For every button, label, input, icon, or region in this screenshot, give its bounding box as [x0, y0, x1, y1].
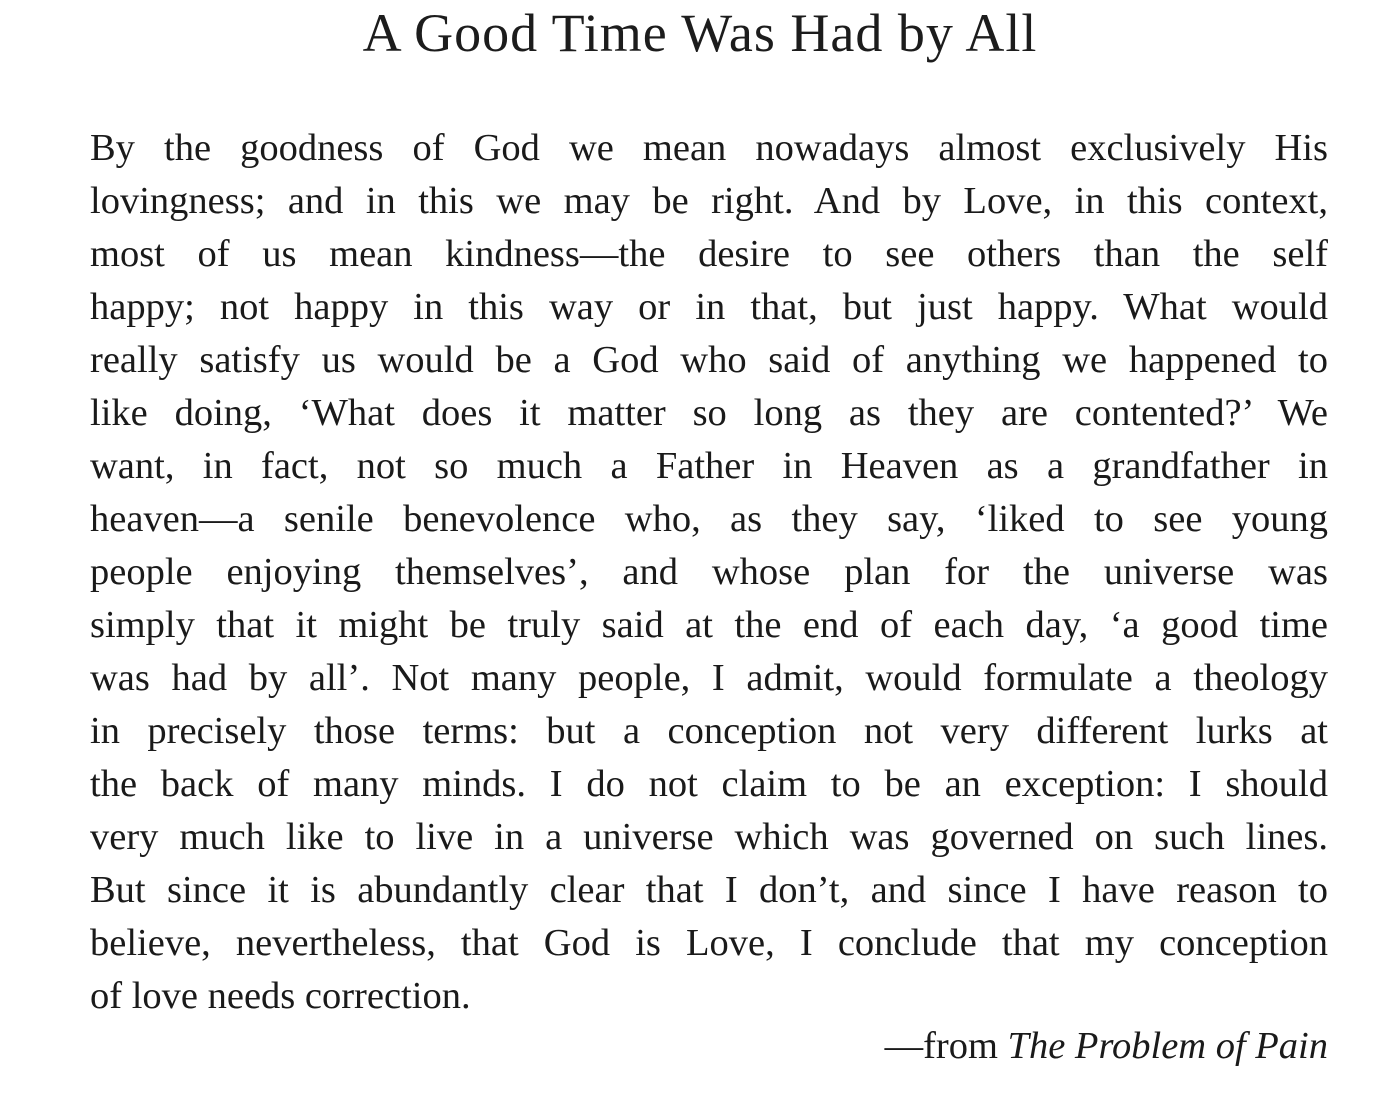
text-line: But since it is abundantly clear that I don’t, and since I have reason to: [90, 869, 1328, 911]
text-line: people enjoying themselves’, and whose plan for the universe was: [90, 551, 1328, 593]
text-line: want, in fact, not so much a Father in Heaven as a grandfather in: [90, 445, 1328, 487]
page-title: A Good Time Was Had by All: [362, 3, 1038, 63]
text-line: in precisely those terms: but a conception not very different lurks at: [90, 710, 1328, 752]
attribution-prefix: —from: [884, 1025, 1008, 1067]
text-line: was had by all’. Not many people, I admit, would formulate a theology: [90, 657, 1328, 699]
text-line: most of us mean kindness—the desire to see others than the self: [90, 233, 1328, 275]
attribution: [885, 1020, 1328, 1073]
text-line: lovingness; and in this we may be right. And by Love, in this context,: [90, 180, 1328, 222]
text-line: heaven—a senile benevolence who, as they say, ‘liked to see young: [90, 498, 1328, 540]
text-line: the back of many minds. I do not claim to be an exception: I should: [90, 763, 1328, 805]
text-line: believe, nevertheless, that God is Love, I conclude that my conception: [90, 922, 1328, 964]
text-line: like doing, ‘What does it matter so long as they are contented?’ We: [90, 392, 1328, 434]
text-line: of love needs correction.: [90, 975, 471, 1017]
attribution-source: The Problem of Pain: [1007, 1025, 1328, 1067]
text-line: simply that it might be truly said at the end of each day, ‘a good time: [90, 604, 1328, 646]
body-text: [90, 122, 1328, 1023]
text-line: happy; not happy in this way or in that, but just happy. What would: [90, 286, 1328, 328]
text-line: very much like to live in a universe which was governed on such lines.: [90, 816, 1328, 858]
text-line: really satisfy us would be a God who said of anything we happened to: [90, 339, 1328, 381]
text-line: By the goodness of God we mean nowadays almost exclusively His: [90, 127, 1328, 169]
